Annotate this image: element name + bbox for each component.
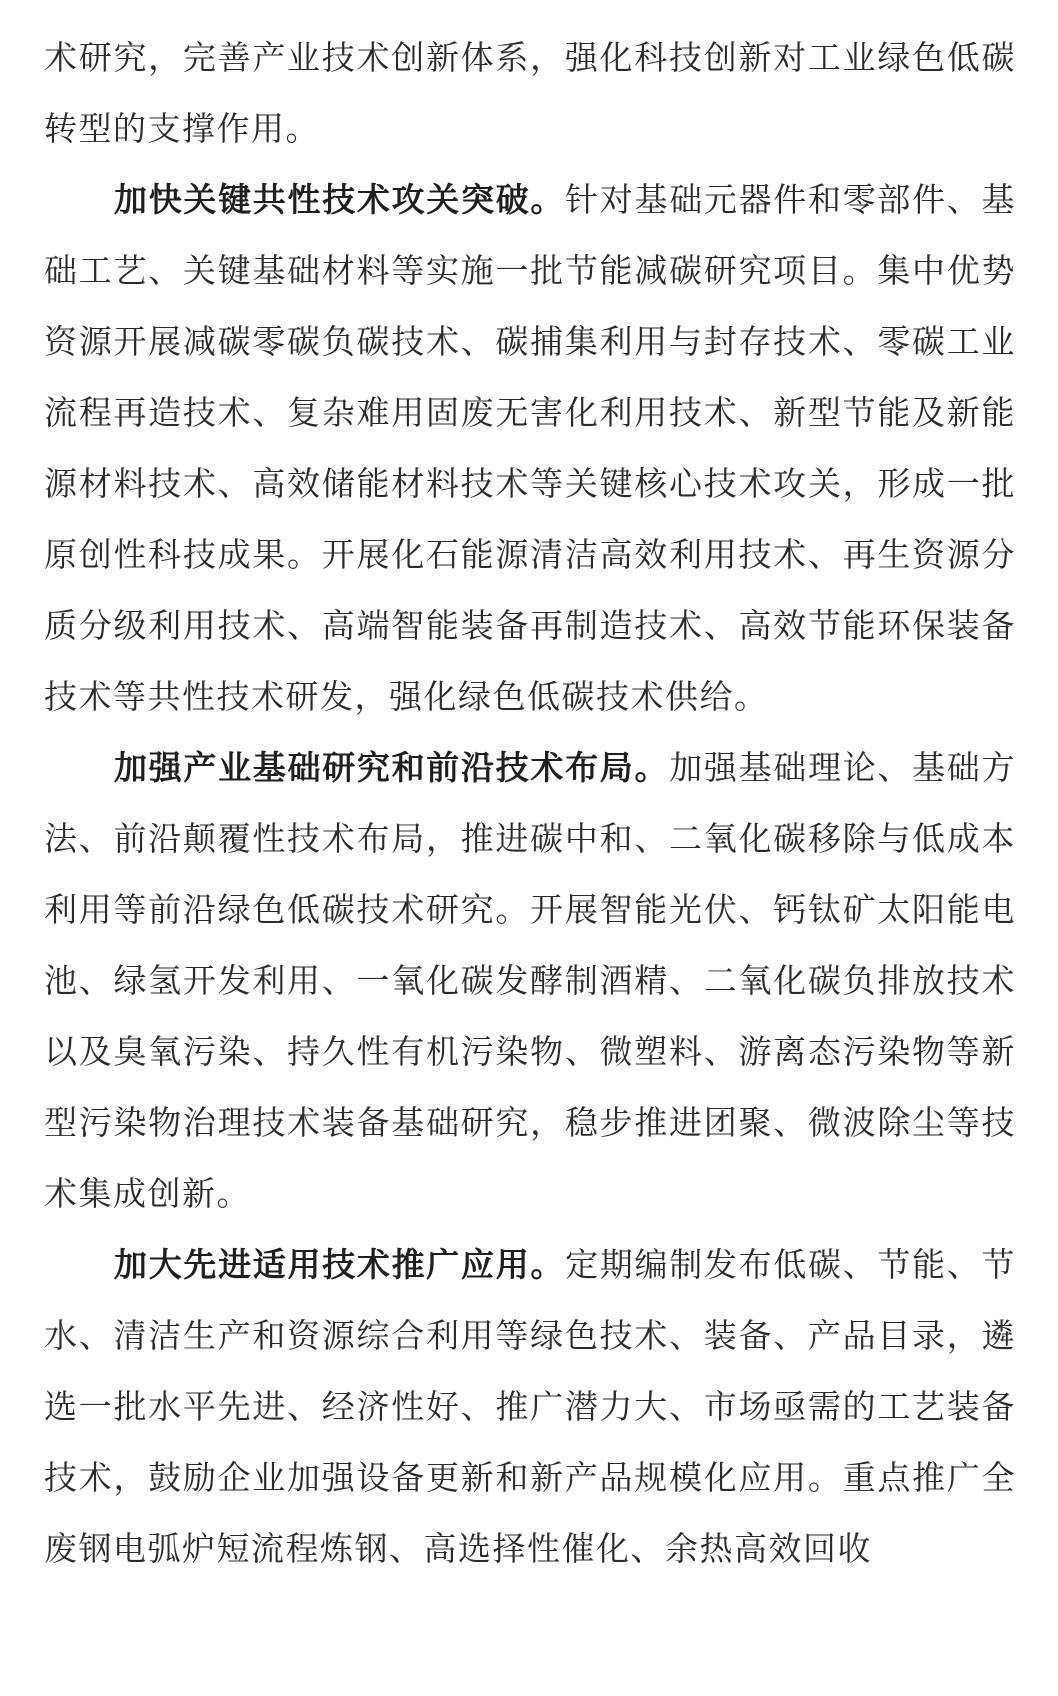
paragraph-body: 定期编制发布低碳、节能、节水、清洁生产和资源综合利用等绿色技术、装备、产品目录，遴选一批水平先进、经济性好、推广潜力大、市场亟需的工艺装备技术，鼓励企业加强设备更新和新产品规模化应用。重点推广全废钢电弧炉短流程炼钢、高选择性催化、余热高效回收 [44, 1245, 1017, 1568]
paragraph-heading: 加大先进适用技术推广应用。 [114, 1245, 566, 1284]
paragraph-body: 加强基础理论、基础方法、前沿颠覆性技术布局，推进碳中和、二氧化碳移除与低成本利用等前沿绿色低碳技术研究。开展智能光伏、钙钛矿太阳能电池、绿氢开发利用、一氧化碳发酵制酒精、二氧化碳负排放技术以及臭氧污染、持久性有机污染物、微塑料、游离态污染物等新型污染物治理技术装备基础研究，稳步推进团聚、微波除尘等技术集成创新。 [44, 748, 1017, 1213]
paragraph-continuation [44, 22, 1016, 164]
paragraph-heading: 加强产业基础研究和前沿技术布局。 [114, 748, 670, 787]
paragraph-heading: 加快关键共性技术攻关突破。 [114, 180, 566, 219]
paragraph-body: 针对基础元器件和零部件、基础工艺、关键基础材料等实施一批节能减碳研究项目。集中优势资源开展减碳零碳负碳技术、碳捕集利用与封存技术、零碳工业流程再造技术、复杂难用固废无害化利用技术、新型节能及新能源材料技术、高效储能材料技术等关键核心技术攻关，形成一批原创性科技成果。开展化石能源清洁高效利用技术、再生资源分质分级利用技术、高端智能装备再制造技术、高效节能环保装备技术等共性技术研发，强化绿色低碳技术供给。 [44, 180, 1017, 716]
document-page [44, 22, 1016, 1584]
paragraph-body: 术研究，完善产业技术创新体系，强化科技创新对工业绿色低碳转型的支撑作用。 [44, 38, 1016, 148]
paragraph-tech-promotion [44, 1229, 1016, 1584]
paragraph-key-tech [44, 164, 1016, 732]
paragraph-basic-research [44, 732, 1016, 1229]
